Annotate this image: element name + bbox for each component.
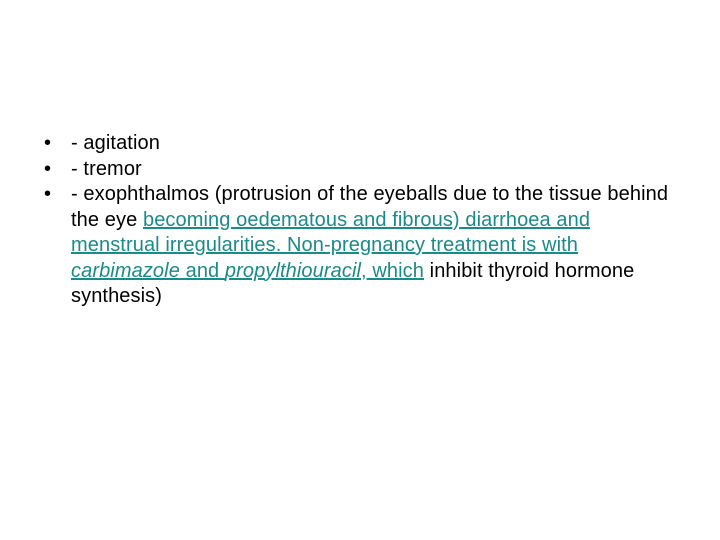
bullet-text-plain: inhibit thyroid hormone synthesis) [71,259,635,307]
slide-body [44,131,684,310]
bullet-text-plain: - exophthalmos (protrusion of the eyeballs due to the tissue behind the eye [71,183,669,231]
bullet-icon: • [44,183,52,205]
bullet-text: - agitation [71,132,160,154]
bullet-item-exophthalmos [44,182,684,310]
bullet-list [44,131,684,310]
bullet-text: - tremor [71,157,142,180]
hyperlink-text[interactable]: , which [361,259,424,282]
hyperlink-text[interactable]: and [179,259,225,282]
bullet-icon: • [44,132,52,154]
hyperlink-drug-carbimazole[interactable]: carbimazole [71,259,180,282]
hyperlink-drug-propylthiouracil[interactable]: propylthiouracil [224,259,362,282]
bullet-icon: • [44,157,52,180]
bullet-item-tremor [44,157,684,183]
bullet-item-agitation [44,131,684,157]
hyperlink-text[interactable]: becoming oedematous and fibrous) diarrhoea and menstrual irregularities. Non-pregnancy treatment is with [71,208,591,256]
